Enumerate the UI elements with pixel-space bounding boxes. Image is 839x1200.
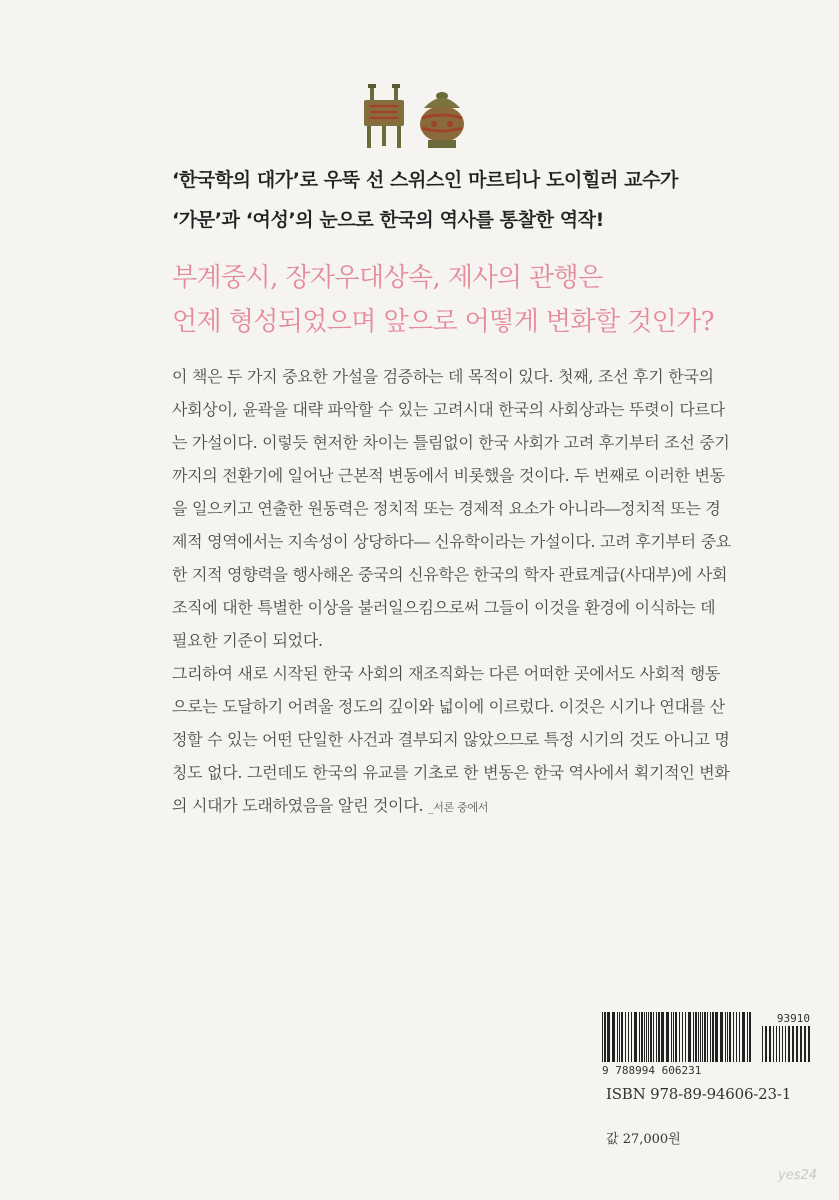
tagline-line-2: ‘가문’과 ‘여성’의 눈으로 한국의 역사를 통찰한 역작! [172, 209, 604, 231]
isbn: ISBN 978-89-94606-23-1 [606, 1085, 792, 1103]
excerpt-body [172, 360, 732, 824]
barcode-bar [727, 1012, 728, 1062]
barcode-bar [628, 1012, 629, 1062]
barcode-bar [698, 1012, 699, 1062]
barcode-addon-bar [776, 1026, 777, 1062]
barcode-bar [625, 1012, 626, 1062]
barcode-bar [693, 1012, 694, 1062]
barcode [602, 1012, 812, 1080]
barcode-bar [644, 1012, 645, 1062]
barcode-bar [666, 1012, 669, 1062]
headline [172, 256, 732, 344]
barcode-bar [739, 1012, 740, 1062]
barcode-bar [661, 1012, 664, 1062]
barcode-addon-bar [785, 1026, 786, 1062]
barcode-bar [700, 1012, 701, 1062]
barcode-bar [619, 1012, 620, 1062]
barcode-bar [617, 1012, 618, 1062]
barcode-bar [658, 1012, 660, 1062]
barcode-bar [742, 1012, 745, 1062]
barcode-addon-number: 93910 [776, 1012, 810, 1025]
bronze-vessels-icon [358, 82, 478, 152]
barcode-bar [695, 1012, 697, 1062]
barcode-bar [604, 1012, 606, 1062]
barcode-addon-bar [769, 1026, 771, 1062]
barcode-addon-bar [782, 1026, 783, 1062]
barcode-addon-bar [779, 1026, 780, 1062]
barcode-bar [648, 1012, 649, 1062]
barcode-bar [679, 1012, 680, 1062]
barcode-bar [712, 1012, 714, 1062]
barcode-bar [702, 1012, 703, 1062]
watermark: yes24 [778, 1168, 818, 1183]
barcode-addon-bar [792, 1026, 794, 1062]
barcode-addon-bar [804, 1026, 806, 1062]
barcode-addon-bar [773, 1026, 774, 1062]
barcode-bar [720, 1012, 723, 1062]
barcode-bar [634, 1012, 637, 1062]
barcode-bar [710, 1012, 711, 1062]
barcode-bar [707, 1012, 708, 1062]
barcode-addon-bar [796, 1026, 798, 1062]
barcode-bar [607, 1012, 610, 1062]
headline-line-1: 부계중시, 장자우대상속, 제사의 관행은 [172, 263, 603, 293]
barcode-bar [639, 1012, 640, 1062]
excerpt-paragraph-2-text: 그리하여 새로 시작된 한국 사회의 재조직화는 다른 어떠한 곳에서도 사회적 행동으로는 도달하기 어려울 정도의 깊이와 넓이에 이르렀다. 이것은 시기나 연대를 산정할 수 있는 어떤 단일한 사건과 결부되지 않았으므로 특정 시기의 것도 아니고 명칭도 없다. 그런데도 한국의 유교를 기초로 한 변동은 한국 역사에서 획기적인 변화의 시대가 도래하였음을 알린 것이다. [172, 664, 730, 815]
barcode-bar [602, 1012, 603, 1062]
barcode-addon-bar [800, 1026, 802, 1062]
barcode-bar [682, 1012, 683, 1062]
barcode-ean-number: 9 788994 606231 [602, 1064, 702, 1077]
barcode-addon-bar [808, 1026, 810, 1062]
source-note: _서론 중에서 [428, 801, 489, 814]
headline-line-2: 언제 형성되었으며 앞으로 어떻게 변화할 것인가? [172, 307, 714, 337]
barcode-bar [631, 1012, 632, 1062]
barcode-bar [747, 1012, 748, 1062]
barcode-bar [685, 1012, 686, 1062]
excerpt-paragraph-1: 이 책은 두 가지 중요한 가설을 검증하는 데 목적이 있다. 첫째, 조선 후기 한국의 사회상이, 윤곽을 대략 파악할 수 있는 고려시대 한국의 사회상과는 뚜렷이 다르다는 가설이다. 이렇듯 현저한 차이는 틀림없이 한국 사회가 고려 후기부터 조선 중기까지의 전환기에 일어난 근본적 변동에서 비롯했을 것이다. 두 번째로 이러한 변동을 일으키고 연출한 원동력은 정치적 또는 경제적 요소가 아니라―정치적 또는 경제적 영역에서는 지속성이 상당하다― 신유학이라는 가설이다. 고려 후기부터 중요한 지적 영향력을 행사해온 중국의 신유학은 한국의 학자 관료계급(사대부)에 사회조직에 대한 특별한 이상을 불러일으킴으로써 그들이 이것을 환경에 이식하는 데 필요한 기준이 되었다. [172, 367, 731, 650]
tagline [172, 160, 772, 240]
barcode-bar [725, 1012, 726, 1062]
barcode-bar [621, 1012, 623, 1062]
barcode-bar [641, 1012, 643, 1062]
barcode-bar [673, 1012, 674, 1062]
barcode-bar [653, 1012, 654, 1062]
tagline-line-1: ‘한국학의 대가’로 우뚝 선 스위스인 마르티나 도이힐러 교수가 [172, 169, 678, 191]
barcode-bar [729, 1012, 731, 1062]
barcode-bar [736, 1012, 737, 1062]
barcode-bar [733, 1012, 734, 1062]
excerpt-paragraph-2 [172, 657, 732, 824]
barcode-addon-bar [762, 1026, 763, 1062]
barcode-addon-bar [788, 1026, 790, 1062]
barcode-bar [688, 1012, 691, 1062]
barcode-bar [704, 1012, 706, 1062]
barcode-bar [715, 1012, 718, 1062]
barcode-addon-bar [765, 1026, 767, 1062]
barcode-bar [656, 1012, 657, 1062]
barcode-bar [650, 1012, 652, 1062]
price: 값 27,000원 [606, 1132, 681, 1147]
barcode-bar [646, 1012, 647, 1062]
barcode-bar [749, 1012, 751, 1062]
barcode-bar [671, 1012, 672, 1062]
barcode-bar [675, 1012, 677, 1062]
barcode-bar [612, 1012, 615, 1062]
